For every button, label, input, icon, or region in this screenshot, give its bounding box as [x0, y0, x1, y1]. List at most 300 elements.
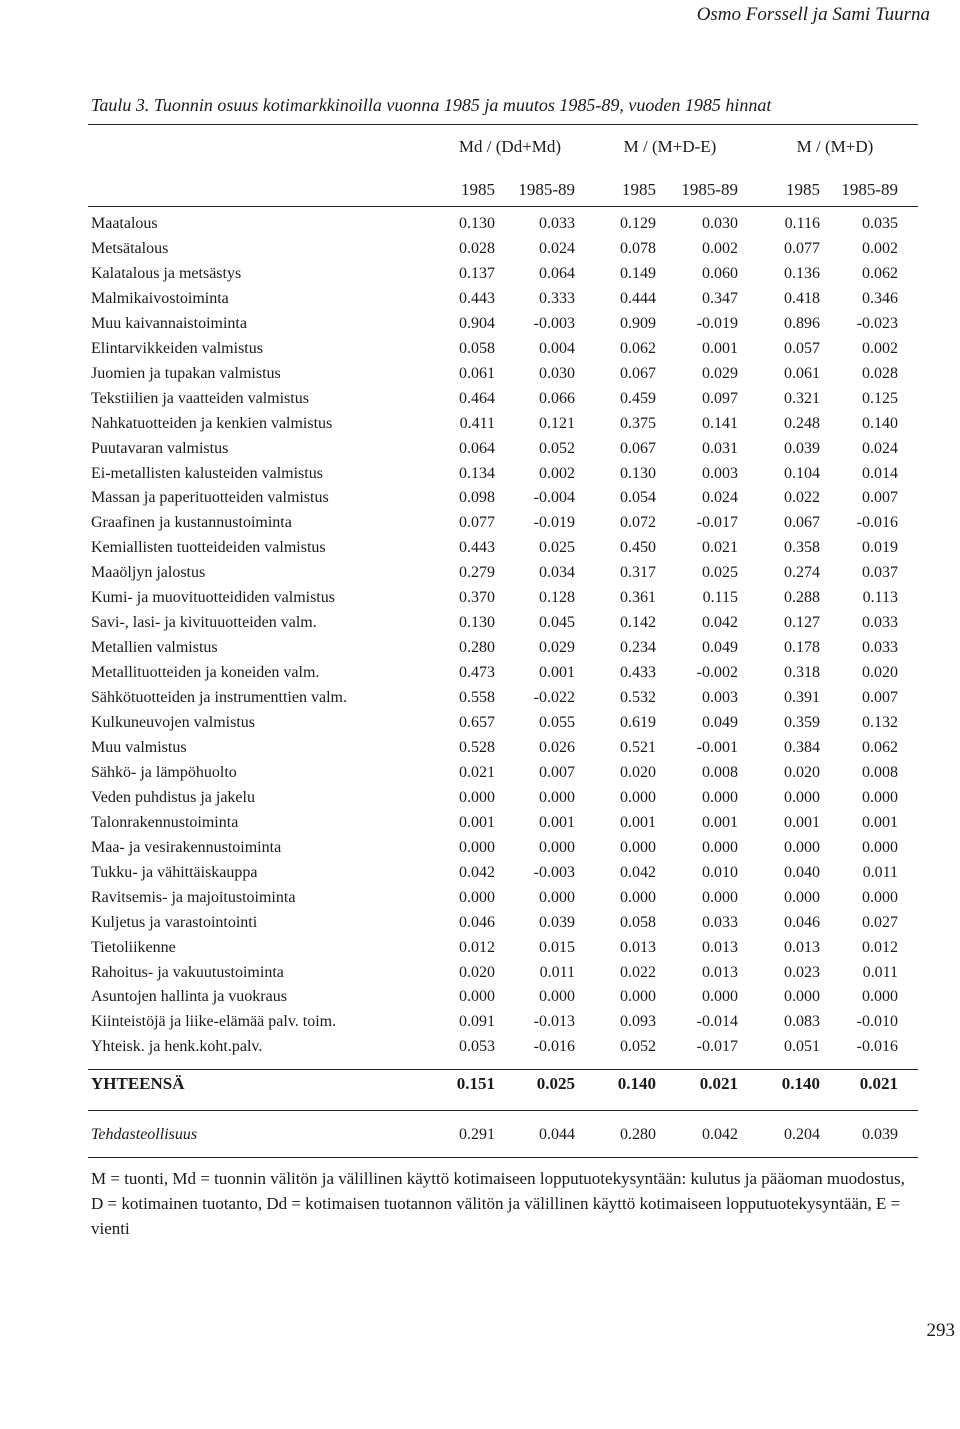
- cell: 0.411: [459, 414, 495, 432]
- cell: 0.026: [539, 738, 575, 756]
- cell: 0.021: [459, 763, 495, 781]
- cell: 0.033: [702, 913, 738, 931]
- cell: 0.000: [702, 838, 738, 856]
- cell: 0.015: [539, 938, 575, 956]
- cell: 0.909: [620, 314, 656, 332]
- row-label: Massan ja paperituotteiden valmistus: [91, 489, 329, 507]
- cell: -0.010: [856, 1013, 898, 1031]
- cell: 0.025: [536, 1074, 575, 1093]
- row-label: Tukku- ja vähittäiskauppa: [91, 863, 258, 881]
- cell: 0.116: [784, 215, 820, 232]
- cell: 0.532: [620, 689, 656, 707]
- top-rule: [88, 124, 918, 125]
- cell: 0.443: [459, 539, 495, 557]
- table-row: [0, 614, 960, 636]
- cell: -0.023: [856, 314, 898, 332]
- table-row: [0, 440, 960, 462]
- row-label: Sähkö- ja lämpöhuolto: [91, 763, 237, 781]
- table-row: [0, 739, 960, 761]
- table-row: [0, 939, 960, 961]
- table-row: [0, 514, 960, 536]
- cell: 0.039: [862, 1126, 898, 1143]
- cell: 0.002: [862, 239, 898, 257]
- table-row: [0, 964, 960, 986]
- cell: 0.318: [784, 664, 820, 682]
- table-row: [0, 664, 960, 686]
- cell: 0.022: [784, 489, 820, 507]
- cell: 0.024: [862, 439, 898, 457]
- cell: 0.053: [459, 1038, 495, 1056]
- row-label: Metallien valmistus: [91, 639, 218, 657]
- cell: 0.333: [539, 289, 575, 307]
- cell: 0.034: [539, 564, 575, 582]
- cell: 0.000: [459, 988, 495, 1006]
- row-label: Metsätalous: [91, 239, 169, 257]
- cell: 0.004: [539, 339, 575, 357]
- cell: 0.000: [539, 838, 575, 856]
- cell: 0.003: [702, 689, 738, 707]
- cell: -0.017: [696, 1038, 738, 1056]
- cell: -0.014: [696, 1013, 738, 1031]
- cell: 0.321: [784, 389, 820, 407]
- cell: 0.113: [862, 589, 898, 607]
- cell: 0.384: [784, 738, 820, 756]
- cell: 0.000: [459, 888, 495, 906]
- subheader-year: 1985: [786, 180, 820, 199]
- cell: 0.022: [620, 963, 656, 981]
- industry-row: [0, 1126, 960, 1148]
- cell: 0.003: [702, 464, 738, 482]
- cell: 0.558: [459, 689, 495, 707]
- row-label: Tehdasteollisuus: [91, 1126, 198, 1143]
- cell: 0.001: [539, 664, 575, 682]
- table-row: [0, 889, 960, 911]
- row-label: Veden puhdistus ja jakelu: [91, 788, 255, 806]
- cell: 0.037: [862, 564, 898, 582]
- cell: 0.001: [702, 339, 738, 357]
- table-row: [0, 539, 960, 561]
- bottom-rule: [88, 1157, 918, 1158]
- table-row: [0, 365, 960, 387]
- cell: 0.061: [459, 364, 495, 382]
- cell: 0.000: [862, 838, 898, 856]
- subheader-year: 1985: [461, 180, 495, 199]
- cell: -0.004: [533, 489, 575, 507]
- table-row: [0, 589, 960, 611]
- cell: 0.083: [784, 1013, 820, 1031]
- cell: 0.279: [459, 564, 495, 582]
- cell: -0.022: [533, 689, 575, 707]
- row-label: Kuljetus ja varastointointi: [91, 913, 258, 931]
- cell: 0.000: [784, 838, 820, 856]
- cell: 0.375: [620, 414, 656, 432]
- cell: 0.033: [862, 639, 898, 657]
- table-row: [0, 714, 960, 736]
- cell: 0.021: [702, 539, 738, 557]
- row-label: Talonrakennustoiminta: [91, 813, 239, 831]
- cell: 0.029: [702, 364, 738, 382]
- subheader-year: 1985: [622, 180, 656, 199]
- cell: -0.002: [696, 664, 738, 682]
- cell: 0.007: [862, 689, 898, 707]
- group-header-m-md: M / (M+D): [796, 137, 874, 156]
- cell: 0.052: [539, 439, 575, 457]
- row-label: Ei-metallisten kalusteiden valmistus: [91, 464, 323, 482]
- cell: 0.072: [620, 514, 656, 532]
- table-row: [0, 265, 960, 287]
- row-label: Savi-, lasi- ja kivituuotteiden valm.: [91, 614, 317, 632]
- table-row: [0, 639, 960, 661]
- cell: -0.017: [696, 514, 738, 532]
- cell: 0.140: [617, 1074, 656, 1093]
- group-header-m-mde: M / (M+D-E): [623, 137, 717, 156]
- table-row: [0, 764, 960, 786]
- cell: 0.014: [862, 464, 898, 482]
- row-label: Kiinteistöjä ja liike-elämää palv. toim.: [91, 1013, 337, 1031]
- cell: 0.077: [784, 239, 820, 257]
- cell: 0.024: [702, 489, 738, 507]
- cell: 0.346: [862, 289, 898, 307]
- cell: 0.000: [784, 888, 820, 906]
- cell: 0.001: [539, 813, 575, 831]
- row-label: Kulkuneuvojen valmistus: [91, 714, 255, 731]
- cell: 0.055: [539, 714, 575, 731]
- subheader-change: 1985-89: [681, 180, 738, 199]
- cell: 0.062: [620, 339, 656, 357]
- cell: 0.130: [620, 464, 656, 482]
- cell: 0.028: [459, 239, 495, 257]
- cell: 0.011: [862, 863, 898, 881]
- cell: 0.051: [784, 1038, 820, 1056]
- cell: 0.904: [459, 314, 495, 332]
- cell: 0.359: [784, 714, 820, 731]
- cell: 0.013: [702, 963, 738, 981]
- cell: 0.045: [539, 614, 575, 632]
- cell: 0.019: [862, 539, 898, 557]
- table-row: [0, 240, 960, 262]
- cell: 0.125: [862, 389, 898, 407]
- row-label: Metallituotteiden ja koneiden valm.: [91, 664, 320, 682]
- cell: 0.000: [702, 988, 738, 1006]
- table-row: [0, 914, 960, 936]
- page-number: 293: [926, 1320, 955, 1341]
- cell: 0.064: [459, 439, 495, 457]
- row-label: Elintarvikkeiden valmistus: [91, 339, 263, 357]
- cell: 0.035: [862, 215, 898, 232]
- cell: 0.443: [459, 289, 495, 307]
- cell: 0.129: [620, 215, 656, 232]
- row-label: Malmikaivostoiminta: [91, 289, 229, 307]
- row-label: Kalatalous ja metsästys: [91, 264, 242, 282]
- cell: 0.418: [784, 289, 820, 307]
- table-row: [0, 864, 960, 886]
- cell: 0.031: [702, 439, 738, 457]
- cell: 0.000: [620, 888, 656, 906]
- table-row: [0, 1038, 960, 1060]
- cell: 0.002: [862, 339, 898, 357]
- cell: 0.001: [620, 813, 656, 831]
- cell: -0.013: [533, 1013, 575, 1031]
- cell: 0.000: [862, 788, 898, 806]
- cell: 0.000: [784, 788, 820, 806]
- cell: 0.021: [859, 1074, 898, 1093]
- cell: 0.000: [620, 988, 656, 1006]
- table-row: [0, 789, 960, 811]
- cell: 0.000: [539, 888, 575, 906]
- cell: 0.000: [620, 788, 656, 806]
- cell: 0.347: [702, 289, 738, 307]
- cell: 0.127: [784, 614, 820, 632]
- cell: 0.042: [620, 863, 656, 881]
- cell: 0.093: [620, 1013, 656, 1031]
- cell: 0.528: [459, 738, 495, 756]
- total-top-rule: [88, 1069, 918, 1070]
- cell: -0.003: [533, 863, 575, 881]
- cell: 0.008: [862, 763, 898, 781]
- cell: 0.007: [539, 763, 575, 781]
- table-row: [0, 215, 960, 237]
- cell: 0.140: [862, 414, 898, 432]
- cell: 0.077: [459, 514, 495, 532]
- cell: 0.140: [781, 1074, 820, 1093]
- cell: 0.234: [620, 639, 656, 657]
- cell: 0.040: [784, 863, 820, 881]
- cell: 0.091: [459, 1013, 495, 1031]
- table-row: [0, 290, 960, 312]
- cell: 0.012: [459, 938, 495, 956]
- cell: 0.021: [699, 1074, 738, 1093]
- row-label: Yhteisk. ja henk.koht.palv.: [91, 1038, 263, 1056]
- cell: 0.280: [459, 639, 495, 657]
- table-row: [0, 1013, 960, 1035]
- cell: 0.042: [459, 863, 495, 881]
- table-row: [0, 839, 960, 861]
- cell: 0.459: [620, 389, 656, 407]
- cell: 0.000: [620, 838, 656, 856]
- cell: 0.104: [784, 464, 820, 482]
- cell: 0.000: [702, 788, 738, 806]
- cell: 0.134: [459, 464, 495, 482]
- subheader-change: 1985-89: [841, 180, 898, 199]
- cell: 0.030: [702, 215, 738, 232]
- cell: 0.007: [862, 489, 898, 507]
- cell: 0.000: [539, 788, 575, 806]
- cell: 0.274: [784, 564, 820, 582]
- cell: 0.010: [702, 863, 738, 881]
- cell: 0.001: [784, 813, 820, 831]
- cell: 0.025: [539, 539, 575, 557]
- cell: 0.061: [784, 364, 820, 382]
- cell: 0.046: [784, 913, 820, 931]
- cell: 0.248: [784, 414, 820, 432]
- cell: 0.049: [702, 639, 738, 657]
- cell: -0.019: [696, 314, 738, 332]
- cell: 0.058: [459, 339, 495, 357]
- table-row: [0, 315, 960, 337]
- cell: 0.062: [862, 738, 898, 756]
- cell: -0.003: [533, 314, 575, 332]
- total-bottom-rule: [88, 1110, 918, 1111]
- cell: 0.149: [620, 264, 656, 282]
- row-label: Maaöljyn jalostus: [91, 564, 206, 582]
- cell: 0.136: [784, 264, 820, 282]
- cell: 0.142: [620, 614, 656, 632]
- row-label: Graafinen ja kustannustoiminta: [91, 514, 292, 532]
- cell: 0.097: [702, 389, 738, 407]
- cell: 0.029: [539, 639, 575, 657]
- cell: 0.370: [459, 589, 495, 607]
- cell: 0.042: [702, 1126, 738, 1143]
- cell: 0.020: [784, 763, 820, 781]
- table-row: [0, 489, 960, 511]
- row-label: Juomien ja tupakan valmistus: [91, 364, 281, 382]
- cell: 0.291: [459, 1126, 495, 1143]
- cell: 0.896: [784, 314, 820, 332]
- row-label: Tietoliikenne: [91, 938, 176, 956]
- header-rule: [88, 206, 918, 207]
- cell: 0.288: [784, 589, 820, 607]
- cell: 0.011: [862, 963, 898, 981]
- cell: 0.001: [862, 813, 898, 831]
- cell: 0.115: [702, 589, 738, 607]
- cell: 0.178: [784, 639, 820, 657]
- cell: 0.020: [459, 963, 495, 981]
- running-header: Osmo Forssell ja Sami Tuurna: [696, 4, 930, 25]
- cell: 0.204: [784, 1126, 820, 1143]
- cell: -0.016: [533, 1038, 575, 1056]
- cell: 0.141: [702, 414, 738, 432]
- table-row: [0, 415, 960, 437]
- cell: 0.011: [539, 963, 575, 981]
- table-row: [0, 564, 960, 586]
- cell: 0.057: [784, 339, 820, 357]
- cell: 0.067: [784, 514, 820, 532]
- cell: 0.000: [862, 888, 898, 906]
- cell: 0.013: [784, 938, 820, 956]
- cell: 0.433: [620, 664, 656, 682]
- table-row: [0, 390, 960, 412]
- cell: 0.078: [620, 239, 656, 257]
- cell: 0.058: [620, 913, 656, 931]
- cell: 0.002: [539, 464, 575, 482]
- row-label: Tekstiilien ja vaatteiden valmistus: [91, 389, 309, 407]
- cell: 0.473: [459, 664, 495, 682]
- cell: 0.132: [862, 714, 898, 731]
- cell: 0.039: [784, 439, 820, 457]
- cell: 0.023: [784, 963, 820, 981]
- cell: 0.444: [620, 289, 656, 307]
- cell: 0.020: [620, 763, 656, 781]
- cell: 0.361: [620, 589, 656, 607]
- cell: 0.464: [459, 389, 495, 407]
- cell: 0.130: [459, 614, 495, 632]
- cell: 0.128: [539, 589, 575, 607]
- group-header-md: Md / (Dd+Md): [458, 137, 562, 156]
- row-label: Muu kaivannaistoiminta: [91, 314, 247, 332]
- cell: 0.024: [539, 239, 575, 257]
- cell: 0.030: [539, 364, 575, 382]
- cell: -0.001: [696, 738, 738, 756]
- cell: 0.001: [459, 813, 495, 831]
- cell: 0.151: [456, 1074, 495, 1093]
- cell: 0.000: [459, 838, 495, 856]
- cell: 0.020: [862, 664, 898, 682]
- cell: 0.060: [702, 264, 738, 282]
- table-caption: Taulu 3. Tuonnin osuus kotimarkkinoilla vuonna 1985 ja muutos 1985-89, vuoden 1985 hinnat: [91, 95, 772, 115]
- table-row: [0, 814, 960, 836]
- row-label: Sähkötuotteiden ja instrumenttien valm.: [91, 689, 347, 707]
- cell: 0.130: [459, 215, 495, 232]
- cell: 0.391: [784, 689, 820, 707]
- cell: 0.013: [620, 938, 656, 956]
- cell: 0.062: [862, 264, 898, 282]
- cell: 0.358: [784, 539, 820, 557]
- row-label: Maatalous: [91, 215, 158, 232]
- cell: 0.067: [620, 364, 656, 382]
- cell: 0.657: [459, 714, 495, 731]
- cell: 0.067: [620, 439, 656, 457]
- cell: 0.039: [539, 913, 575, 931]
- cell: 0.619: [620, 714, 656, 731]
- cell: 0.042: [702, 614, 738, 632]
- cell: 0.033: [862, 614, 898, 632]
- cell: 0.317: [620, 564, 656, 582]
- row-label: YHTEENSÄ: [91, 1074, 185, 1093]
- cell: 0.008: [702, 763, 738, 781]
- row-label: Kemiallisten tuotteideiden valmistus: [91, 539, 326, 557]
- row-label: Kumi- ja muovituotteididen valmistus: [91, 589, 335, 607]
- cell: 0.049: [702, 714, 738, 731]
- cell: -0.016: [856, 514, 898, 532]
- cell: 0.098: [459, 489, 495, 507]
- cell: 0.521: [620, 738, 656, 756]
- cell: 0.002: [702, 239, 738, 257]
- cell: 0.033: [539, 215, 575, 232]
- row-label: Maa- ja vesirakennustoiminta: [91, 838, 282, 856]
- row-label: Rahoitus- ja vakuutustoiminta: [91, 963, 284, 981]
- cell: 0.025: [702, 564, 738, 582]
- subheader-change: 1985-89: [518, 180, 575, 199]
- cell: 0.001: [702, 813, 738, 831]
- cell: 0.012: [862, 938, 898, 956]
- cell: 0.137: [459, 264, 495, 282]
- cell: 0.064: [539, 264, 575, 282]
- row-label: Nahkatuotteiden ja kenkien valmistus: [91, 414, 333, 432]
- cell: 0.280: [620, 1126, 656, 1143]
- cell: 0.027: [862, 913, 898, 931]
- cell: 0.013: [702, 938, 738, 956]
- cell: 0.066: [539, 389, 575, 407]
- cell: 0.000: [862, 988, 898, 1006]
- row-label: Asuntojen hallinta ja vuokraus: [91, 988, 287, 1006]
- total-row: [0, 1074, 960, 1096]
- cell: 0.046: [459, 913, 495, 931]
- table-row: [0, 465, 960, 487]
- table-row: [0, 689, 960, 711]
- cell: 0.028: [862, 364, 898, 382]
- footnote: M = tuonti, Md = tuonnin välitön ja välillinen käyttö kotimaiseen lopputuotekysyntään: kulutus ja pääoman muodostus, D = kotimainen tuotanto, Dd = kotimaisen tuotannon välitön ja välillinen käyttö kotimaiseen lopputuotekysyntään, E = vienti: [91, 1169, 905, 1238]
- cell: 0.052: [620, 1038, 656, 1056]
- cell: 0.044: [539, 1126, 575, 1143]
- row-label: Puutavaran valmistus: [91, 439, 229, 457]
- cell: 0.000: [459, 788, 495, 806]
- row-label: Ravitsemis- ja majoitustoiminta: [91, 888, 296, 906]
- table-row: [0, 340, 960, 362]
- cell: 0.450: [620, 539, 656, 557]
- cell: 0.054: [620, 489, 656, 507]
- cell: 0.000: [702, 888, 738, 906]
- table-row: [0, 988, 960, 1010]
